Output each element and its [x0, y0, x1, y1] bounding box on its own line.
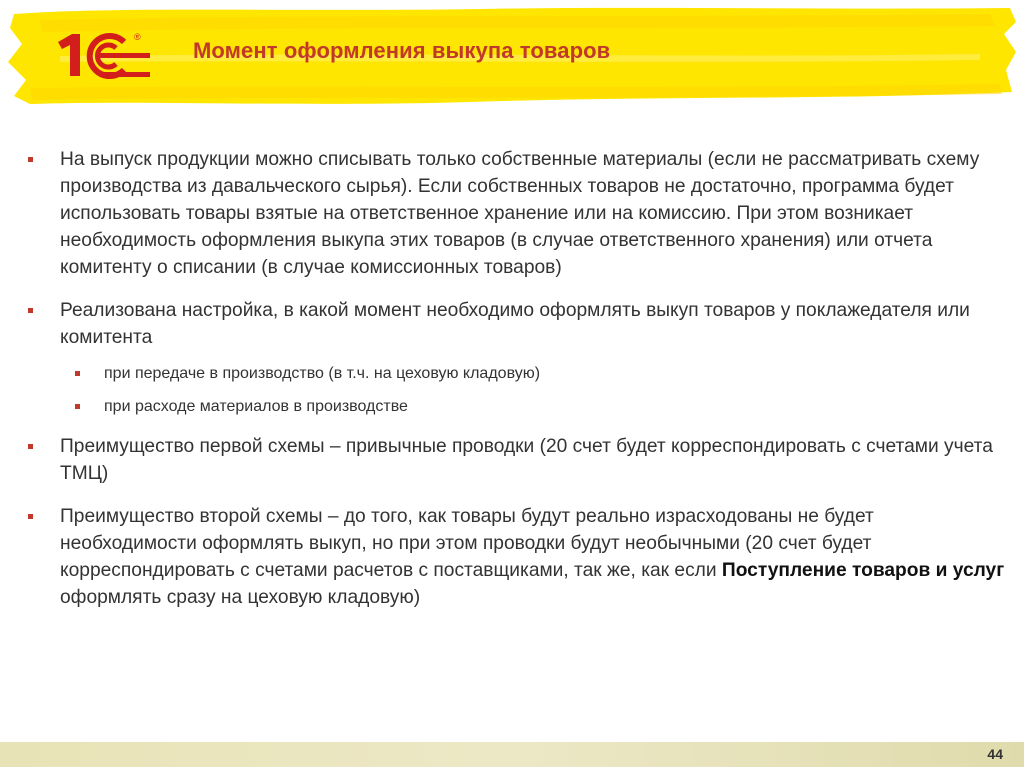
sub-bullet-text: при передаче в производство (в т.ч. на цеховую кладовую): [104, 365, 541, 382]
sub-bullet-text: при расходе материалов в производстве: [104, 398, 408, 415]
bullet-text: Преимущество первой схемы – привычные проводки (20 счет будет корреспондировать с счетами учета ТМЦ): [60, 436, 993, 484]
bullet-text: Реализована настройка, в какой момент необходимо оформлять выкуп товаров у поклажедателя или комитента: [60, 300, 970, 348]
bullet-list: [25, 146, 1015, 627]
slide-title: Момент оформления выкупа товаров: [193, 38, 611, 63]
bullet-item: [25, 297, 1015, 351]
square-bullet-icon: [28, 157, 33, 162]
square-bullet-icon: [75, 404, 80, 409]
bullet-text: На выпуск продукции можно списывать только собственные материалы (если не рассматривать схему производства из давальческого сырья). Если собственных товаров не достаточно, программа будет использовать товары взятые на ответственное хранение или на комиссию. При этом возникает необходимость оформления выкупа этих товаров (в случае ответственного хранения) или отчета комитенту о списании (в случае комиссионных товаров): [60, 149, 980, 278]
square-bullet-icon: [75, 371, 80, 376]
square-bullet-icon: [28, 514, 33, 519]
square-bullet-icon: [28, 444, 33, 449]
sub-bullet-item: [25, 396, 1015, 418]
1c-logo: [54, 28, 152, 84]
bullet-item: [25, 503, 1015, 611]
bullet-item: [25, 146, 1015, 281]
sub-bullet-item: [25, 363, 1015, 385]
page-number: 44: [987, 746, 1003, 762]
bullet-text-part: оформлять сразу на цеховую кладовую): [60, 587, 421, 608]
registered-mark: ®: [134, 32, 141, 42]
bullet-item: [25, 433, 1015, 487]
footer-bar: [0, 742, 1024, 767]
bullet-text-part: Преимущество второй схемы – до того, как товары будут реально израсходованы не будет необходимости оформлять выкуп, но при этом проводки будут необычными (20 счет будет корреспондировать с счетами расчетов с поставщиками, так же, как если: [60, 506, 874, 581]
square-bullet-icon: [28, 308, 33, 313]
bold-document-name: Поступление товаров и услуг: [721, 560, 1005, 581]
